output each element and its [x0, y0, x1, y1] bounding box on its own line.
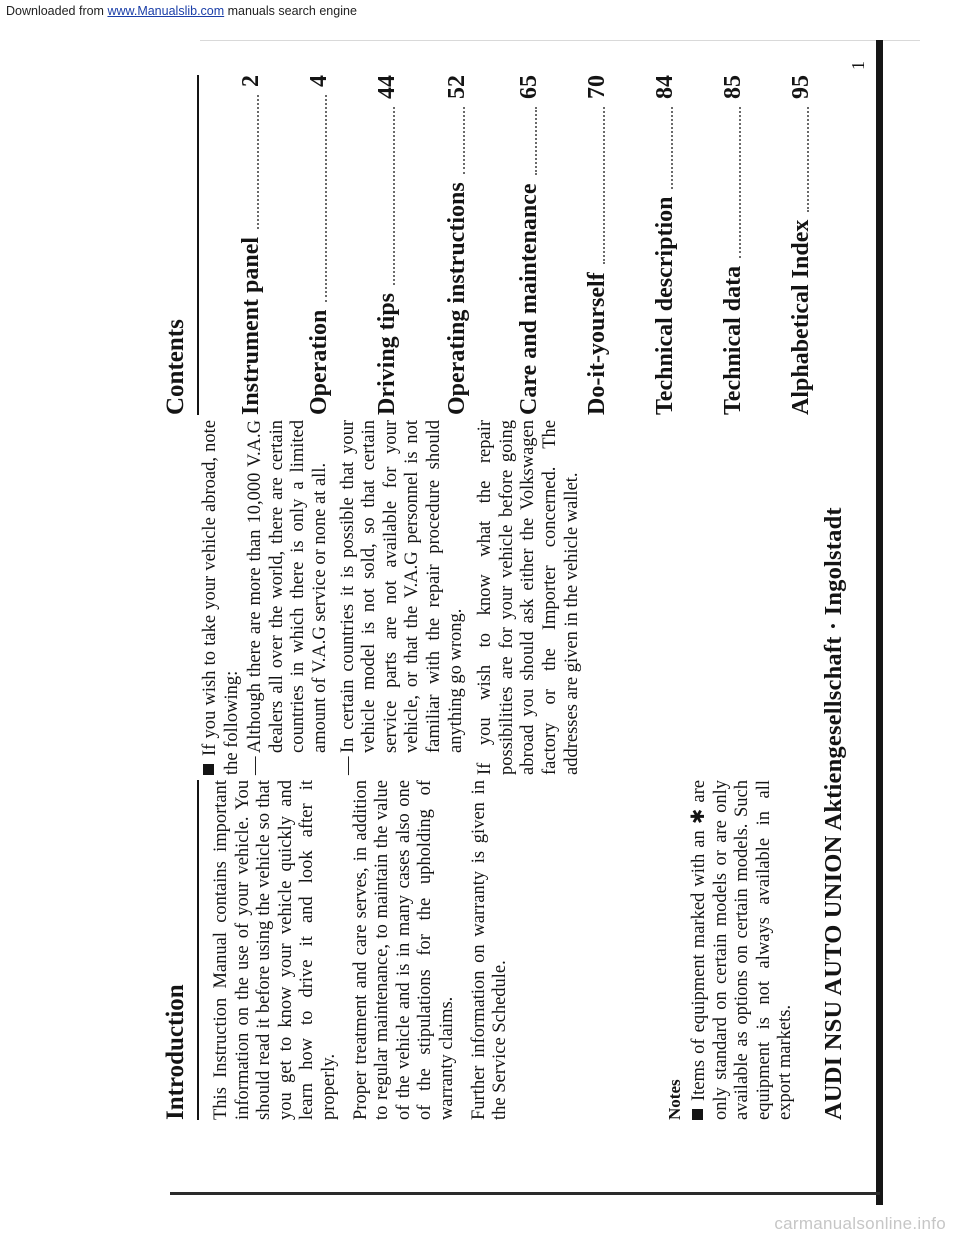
toc-leader — [738, 107, 741, 258]
publisher-footer: AUDI NSU AUTO UNION Aktiengesellschaft · Ingolstadt — [820, 507, 847, 1120]
rotated-manual-page — [160, 50, 872, 1190]
intro-paragraph-2: Proper treatment and care serves, in addition to regular maintenance, to maintain the value of the vehicle and is in many cases also one of the stipulations for the upholding of warranty claims. — [350, 780, 457, 1120]
toc-leader — [670, 107, 673, 189]
notes-block — [665, 780, 797, 1120]
square-bullet-icon — [203, 764, 214, 775]
intro-paragraph-1: This Instruction Manual contains important information on the use of your vehicle. You should read it before using the vehicle so that you get to know your vehicle quickly and learn how to drive it and look after it properly. — [211, 780, 339, 1120]
toc-entry[interactable]: Instrument panel 2 — [238, 75, 264, 415]
notes-text-wrap — [689, 780, 797, 1120]
toc-leader — [392, 107, 395, 285]
dash-bullet-icon: — — [245, 756, 266, 775]
toc-entry[interactable]: Operating instructions 52 — [444, 75, 470, 415]
toc-entry[interactable]: Driving tips 44 — [374, 75, 400, 415]
toc-leader — [534, 107, 537, 175]
header-prefix: Downloaded from — [6, 4, 108, 18]
abroad-point: — In certain countries it is possible that your vehicle model is not sold, so that certain service parts are not available for your vehicle, or that the V.A.G personnel is not familiar with the repair procedure should anything go wrong. — [337, 420, 466, 775]
scan-bottom-edge — [170, 1192, 880, 1195]
toc-entry[interactable]: Alphabetical Index 95 — [788, 75, 814, 415]
header-suffix: manuals search engine — [224, 4, 357, 18]
toc-entry[interactable]: Care and maintenance 65 — [516, 75, 542, 415]
abroad-points — [245, 420, 467, 775]
abroad-closing: If you wish to know what the repair possibilities are for your vehicle before going abroad you should ask either the Volkswagen factory or the Importer concerned. The addresses are given in the vehicle wallet. — [475, 420, 582, 775]
toc-entry[interactable]: Operation 4 — [306, 75, 332, 415]
toc-list — [199, 75, 839, 415]
scan-edge-line — [200, 40, 920, 41]
intro-paragraph-3: Further information on warranty is given in the Service Schedule. — [468, 780, 511, 1120]
toc-leader — [806, 107, 809, 212]
dash-bullet-icon: — — [337, 756, 358, 775]
toc-leader — [256, 95, 259, 229]
abroad-point: — Although there are more than 10,000 V.A.G dealers all over the world, there are certain countries in which there is only a limited amount of V.A.G service or none at all. — [245, 420, 330, 775]
site-watermark: carmanualsonline.info — [774, 1214, 946, 1233]
toc-leader — [462, 107, 465, 174]
page-number: 1 — [848, 61, 868, 70]
travel-abroad-column — [200, 420, 583, 775]
toc-leader — [324, 95, 327, 302]
introduction-column — [160, 780, 512, 1120]
contents-column — [160, 75, 839, 415]
download-header — [0, 0, 960, 24]
notes-heading: Notes — [665, 1079, 684, 1120]
manualslib-link[interactable]: www.Manualslib.com — [107, 4, 225, 18]
toc-entry[interactable]: Technical description 84 — [652, 75, 678, 415]
contents-heading: Contents — [160, 75, 199, 415]
scan-binding-bar — [876, 40, 883, 1205]
notes-text: Items of equipment marked with an ✱ are only standard on certain models or are only available as options on certain models. Such equipment is not always available in all export markets. — [689, 780, 796, 1120]
square-bullet-icon — [692, 1109, 703, 1120]
toc-entry[interactable]: Do-it-yourself 70 — [584, 75, 610, 415]
toc-entry[interactable]: Technical data 85 — [720, 75, 746, 415]
introduction-heading: Introduction — [160, 780, 199, 1120]
abroad-lead: If you wish to take your vehicle abroad, note the following: — [200, 420, 242, 775]
toc-leader — [602, 107, 605, 264]
abroad-lead-wrap — [200, 420, 243, 775]
